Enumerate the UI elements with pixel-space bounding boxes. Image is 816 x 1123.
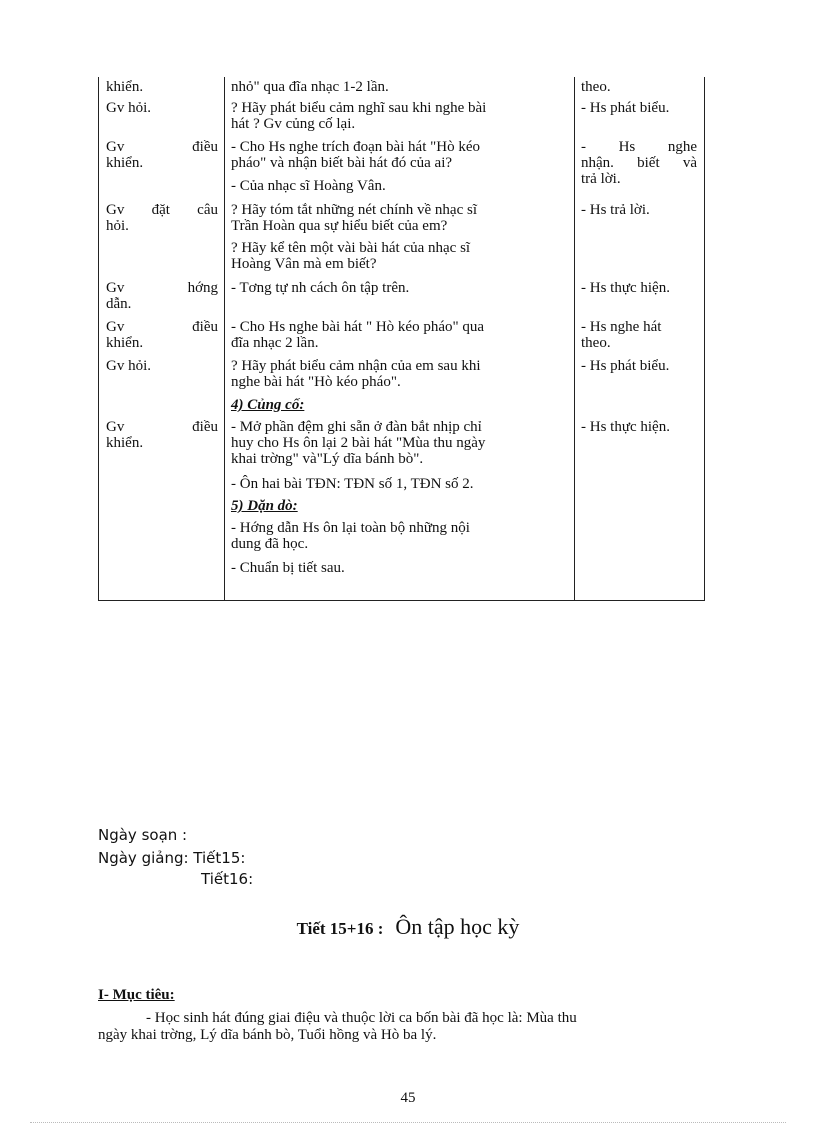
paragraph-line: - Học sinh hát đúng giai điệu và thuộc lời ca bốn bài đã học là: Mùa thu [146,1010,577,1026]
student-cell [581,156,697,171]
cell-word: điều [192,139,218,155]
content-cell: pháo" và nhận biết bài hát đó của ai? [231,155,453,171]
lesson-number: Tiết 15+16 : [296,919,384,938]
cell-word: hớng [187,280,218,296]
student-cell: - Hs phát biểu. [581,100,670,116]
content-cell: huy cho Hs ôn lại 2 bài hát "Mùa thu ngày [231,435,486,451]
teacher-cell [106,320,218,335]
cell-word: Gv [106,419,125,435]
cell-word: câu [197,202,218,218]
content-cell: đĩa nhạc 2 lần. [231,335,319,351]
cell-word: Hs [618,139,636,155]
student-cell: theo. [581,79,611,95]
teacher-cell: Gv hỏi. [106,100,151,116]
section-heading-muc-tieu: I- Mục tiêu: [98,987,175,1003]
content-cell: dung đã học. [231,536,309,552]
page-number: 45 [400,1090,416,1106]
teacher-cell: Gv hỏi. [106,358,151,374]
column-divider [574,77,575,600]
content-cell: - Tơng tự nh cách ôn tập trên. [231,280,410,296]
teacher-cell: khiển. [106,155,144,171]
tiet16-label: Tiết16: [201,870,254,888]
ngay-giang-label: Ngày giảng: Tiết15: [98,849,246,867]
content-cell: ? Hãy phát biểu cảm nhận của em sau khi [231,358,481,374]
lesson-name: Ôn tập học kỳ [395,914,520,939]
content-cell: ? Hãy phát biểu cảm nghĩ sau khi nghe bài [231,100,487,116]
teacher-cell [106,140,218,155]
lesson-table [98,77,705,601]
lesson-title [0,914,816,940]
student-cell: - Hs nghe hát [581,319,662,335]
cell-word: Gv [106,280,125,296]
content-cell: - Chuẩn bị tiết sau. [231,560,345,576]
teacher-cell: khiển. [106,79,144,95]
content-cell: ? Hãy kể tên một vài bài hát của nhạc sĩ [231,240,471,256]
paragraph-line: ngày khai trờng, Lý dĩa bánh bò, Tuổi hồng và Hò ba lý. [98,1027,437,1043]
section-heading-dan-do: 5) Dặn dò: [231,498,298,514]
teacher-cell [106,420,218,435]
content-cell: ? Hãy tóm tắt những nét chính về nhạc sĩ [231,202,477,218]
student-cell [581,140,697,155]
content-cell: - Mở phần đệm ghi sẵn ở đàn bắt nhịp chỉ [231,419,482,435]
student-cell: - Hs trả lời. [581,202,650,218]
content-cell: Hoàng Vân mà em biết? [231,256,377,272]
teacher-cell: dẫn. [106,296,132,312]
content-cell: khai trờng" và"Lý dĩa bánh bò". [231,451,424,467]
ngay-soan-label: Ngày soạn : [98,826,188,844]
cell-word: và [682,155,697,171]
cell-word: Gv [106,202,125,218]
cell-word: nghe [667,139,697,155]
cell-word: - [581,139,586,155]
teacher-cell: hỏi. [106,218,129,234]
cell-word: Gv [106,139,125,155]
section-heading-cung-co: 4) Củng cố: [231,397,305,413]
teacher-cell: khiển. [106,335,144,351]
content-cell: Trần Hoàn qua sự hiểu biết của em? [231,218,448,234]
content-cell: - Cho Hs nghe bài hát " Hò kéo pháo" qua [231,319,485,335]
teacher-cell: khiển. [106,435,144,451]
student-cell: trả lời. [581,171,621,187]
student-cell: theo. [581,335,611,351]
cell-word: điều [192,419,218,435]
content-cell: hát ? Gv củng cố lại. [231,116,356,132]
content-cell: nhỏ" qua đĩa nhạc 1-2 lần. [231,79,389,95]
cell-word: đặt [151,202,170,218]
teacher-cell [106,203,218,218]
cell-word: Gv [106,319,125,335]
student-cell: - Hs thực hiện. [581,419,670,435]
content-cell: - Hớng dẫn Hs ôn lại toàn bộ những nội [231,520,470,536]
content-cell: - Của nhạc sĩ Hoàng Vân. [231,178,386,194]
student-cell: - Hs thực hiện. [581,280,670,296]
column-divider [224,77,225,600]
cell-word: điều [192,319,218,335]
teacher-cell [106,281,218,296]
content-cell: - Ôn hai bài TĐN: TĐN số 1, TĐN số 2. [231,476,474,492]
cell-word: biết [637,155,660,171]
cell-word: nhận. [581,155,614,171]
student-cell: - Hs phát biểu. [581,358,670,374]
content-cell: nghe bài hát "Hò kéo pháo". [231,374,401,390]
content-cell: - Cho Hs nghe trích đoạn bài hát "Hò kéo [231,139,480,155]
